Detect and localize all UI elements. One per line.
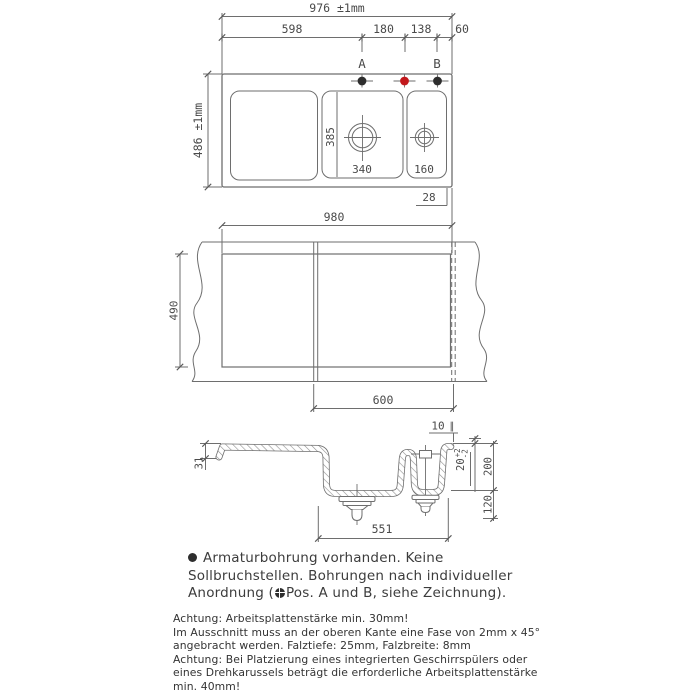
pos-b-label: B	[433, 56, 441, 71]
notes-text: Pos. A und B, siehe Zeichnung).	[285, 585, 507, 601]
cutout-rect	[222, 254, 451, 367]
dim-cutout-width-label: 980	[323, 210, 345, 224]
dim-bowl-depth-section-label: 200	[482, 457, 495, 476]
dim-bowl-width-label: 340	[352, 163, 372, 176]
cutout-view	[168, 210, 488, 412]
dim-height-label: 486 ±1mm	[191, 102, 205, 159]
notes-text: Anordnung (	[188, 585, 274, 601]
dim-seg3-label: 138	[410, 22, 432, 36]
tap-hole-marker-a-icon	[351, 75, 373, 88]
main-drain-symbol	[344, 115, 381, 161]
dim-recess-label: $20^{+2}-2$	[453, 448, 470, 471]
section-view	[194, 420, 499, 543]
dim-drain-height-label: 120	[482, 495, 495, 514]
fine-print-line: angebracht werden. Falztiefe: 25mm, Falzbreite: 8mm	[173, 639, 471, 653]
cutout-center-lines	[314, 242, 456, 382]
fine-print-line: Achtung: Bei Platzierung eines integrierten Geschirrspülers oder	[173, 652, 528, 666]
break-line-right	[475, 242, 487, 382]
dim-seg1-label: 598	[281, 22, 303, 36]
small-drain-fitting	[412, 495, 439, 512]
dim-bottom-width-label: 551	[371, 522, 393, 536]
fine-print-line: eines Drehkarussels beträgt die erforderliche Arbeitsplattenstärke	[173, 666, 538, 680]
dim-right-offset-label: 28	[422, 191, 436, 204]
parallel-symbol: ∥	[449, 421, 455, 433]
dim-seg4-label: 60	[455, 22, 469, 36]
small-drain-symbol	[410, 123, 439, 152]
pos-a-label: A	[358, 56, 366, 71]
notes-text: Sollbruchstellen. Bohrungen nach individueller	[188, 567, 513, 584]
tap-hole-marker-b-icon	[427, 75, 449, 88]
dim-height-486	[203, 71, 222, 190]
dim-rim-label: 10	[431, 419, 445, 433]
fine-print-line: min. 40mm!	[173, 679, 241, 693]
dim-seg2-label: 180	[373, 22, 394, 36]
bullet-icon	[188, 553, 197, 562]
notes-line-1	[188, 550, 528, 568]
fine-print-block	[173, 612, 541, 694]
notes-block	[188, 550, 528, 603]
notes-text: Armaturbohrung vorhanden. Keine	[203, 550, 444, 566]
dim-small-bowl-width-label: 160	[414, 163, 434, 176]
tap-hole-marker-red-icon	[394, 75, 416, 88]
fine-print-line: Achtung: Arbeitsplattenstärke min. 30mm!	[173, 612, 409, 625]
break-line-left	[192, 242, 202, 382]
dim-front-edge-label: 31	[193, 456, 206, 470]
dim-right-span-label: 600	[372, 393, 394, 407]
notes-line-2	[188, 568, 528, 586]
dim-bowl-depth-label: 385	[324, 127, 337, 147]
fine-print-line: Im Ausschnitt muss an der oberen Kante eine Fase von 2mm x 45°	[173, 625, 541, 639]
dim-total-width-label: 976 ±1mm	[309, 1, 365, 15]
dim-cutout-height-label: 490	[167, 300, 181, 321]
position-marker-icon	[275, 588, 285, 598]
notes-line-3	[188, 585, 528, 603]
drainboard	[231, 91, 318, 180]
